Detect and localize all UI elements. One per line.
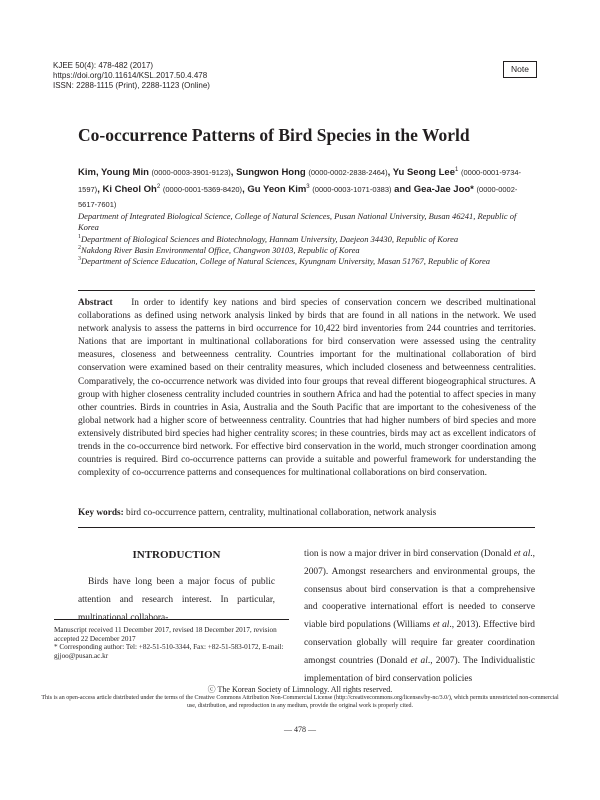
body-text: ., 2013). Effective bird conservation globally will require far greater coordination amongst countries (Donald bbox=[304, 620, 535, 666]
author-orcid[interactable]: (0000-0001-9734-1597) bbox=[78, 168, 522, 195]
affiliation-text: Nakdong River Basin Environmental Office, Changwon 30103, Republic of Korea bbox=[81, 244, 360, 255]
license-notice: This is an open-access article distributed under the terms of the Creative Commons Attribution Non-Commercial License (http://creativecommons.org/licenses/by-nc/3.0/), which permits unrestricted non-commercial use, distribution, and reproduction in any medium, provide the original work is properly cited. bbox=[41, 695, 559, 709]
keywords-text: bird co-occurrence pattern, centrality, multinational collaboration, network analysis bbox=[126, 508, 437, 518]
keywords bbox=[78, 508, 436, 518]
body-column-left: Birds have long been a major focus of public attention and research interest. In particular, multinational collabora- bbox=[78, 577, 275, 623]
issn-line: ISSN: 2288-1115 (Print), 2288-1123 (Online) bbox=[53, 81, 210, 90]
author-name: Yu Seong Lee bbox=[392, 167, 455, 179]
manuscript-dates: Manuscript received 11 December 2017, revised 18 December 2017, revision accepted 22 December 2017 bbox=[54, 626, 277, 643]
author-affiliation-mark: 2 bbox=[156, 184, 161, 191]
author-orcid[interactable]: (0000-0003-1071-0383) bbox=[312, 185, 392, 195]
body-column-right bbox=[304, 546, 535, 688]
author-affiliation-mark: 1 bbox=[455, 167, 459, 173]
affiliation-mark: 1 bbox=[78, 234, 81, 240]
journal-citation: KJEE 50(4): 478-482 (2017) bbox=[53, 61, 154, 70]
affiliation-text: Department of Science Education, College of Natural Sciences, Kyungnam University, Masan 51767, Republic of Korea bbox=[81, 255, 491, 266]
author-affiliation-mark: 3 bbox=[306, 184, 310, 191]
keywords-label: Key words: bbox=[78, 508, 124, 518]
page-number: — 478 — bbox=[284, 725, 316, 734]
author-name: Sungwon Hong bbox=[236, 167, 306, 179]
author-orcid[interactable]: (0000-0001-5369-8420) bbox=[162, 185, 243, 195]
author-name: Ki Cheol Oh bbox=[102, 184, 157, 196]
copyright-notice: ⓒ The Korean Society of Limnology. All rights reserved. bbox=[207, 685, 393, 694]
author-name: Gu Yeon Kim bbox=[247, 184, 307, 196]
author-orcid[interactable]: (0000-0002-2838-2464) bbox=[308, 168, 388, 178]
author-name: Gea-Jae Joo* bbox=[413, 184, 474, 196]
author-name: Kim, Young Min bbox=[78, 167, 149, 179]
author-list bbox=[78, 163, 535, 212]
affiliation bbox=[78, 254, 535, 267]
affiliation-mark: 3 bbox=[78, 256, 81, 262]
article-type-badge: Note bbox=[503, 61, 537, 78]
author-separator: , bbox=[387, 167, 393, 179]
abstract-text: In order to identify key nations and bird species of conservation concern we described multinational collaborations as defined using network analysis linked by birds that are found in all nations in the network. We used network analysis to assess the patterns in bird occurrence for 10,422 bird inventories from 244 countries and territories. Nations that are important in multinational collaborations for bird conservation were assessed using the centrality measures, closeness and betweenness centrality. Countries important for the multinational collaboration of bird conservation were examined based on their centrality measures, which included closeness and betweenness centralities. Comparatively, the co-occurrence network was divided into four groups that reveal different biogeographical structures. A group with higher closeness centrality included countries in southern Africa and had the potential to affect species in many other countries. Birds in countries in Asia, Australia and the South Pacific that are important to the cohesiveness of the global network had a higher score of betweenness centrality. Countries that had higher numbers of bird species and more extensively distributed bird species had higher centrality scores; in these countries, birds may act as excellent indicators of trends in the co-occurrence bird network. For effective bird conservation in the world, much stronger coordination among countries is required. Bird co-occurrence patterns can provide a suitable and powerful framework for understanding the complexity of co-occurrence patterns and consequences for multinational collaborations on bird conservation. bbox=[78, 298, 536, 479]
corresponding-author: * Corresponding author: Tel: +82-51-510-3344, Fax: +82-51-583-0172, E-mail: gjjoo@pusan.ac.kr bbox=[54, 643, 284, 660]
affiliation-mark: 2 bbox=[78, 245, 81, 251]
author-separator: , bbox=[230, 167, 237, 179]
citation-etal: et al bbox=[432, 620, 450, 631]
footnotes bbox=[54, 626, 289, 660]
author-orcid[interactable]: (0000-0003-3901-9123) bbox=[151, 168, 231, 178]
section-divider bbox=[78, 527, 535, 528]
affiliation-text: Department of Integrated Biological Science, College of Natural Sciences, Pusan National University, Busan 46241, Republic of Korea bbox=[78, 210, 517, 232]
affiliation bbox=[78, 209, 535, 233]
author-separator: , bbox=[242, 184, 248, 196]
author-separator: and bbox=[391, 184, 414, 196]
citation-etal: et al bbox=[410, 655, 428, 666]
citation-etal: et al bbox=[513, 549, 531, 559]
author-orcid[interactable]: (0000-0002-5617-7601) bbox=[78, 185, 518, 210]
body-text: ., 2007). Amongst researchers and environmental groups, the consensus about bird conservation is that a comprehensive and cooperative international effort is needed to conserve viable bird populations (Williams bbox=[304, 549, 535, 631]
abstract bbox=[78, 297, 536, 480]
affiliation-text: Department of Biological Sciences and Biotechnology, Hannam University, Daejeon 34430, Republic of Korea bbox=[81, 233, 459, 244]
doi-link[interactable]: https://doi.org/10.11614/KSL.2017.50.4.478 bbox=[53, 71, 208, 80]
author-separator: , bbox=[97, 184, 103, 196]
section-divider bbox=[78, 290, 535, 291]
abstract-label: Abstract bbox=[78, 298, 113, 308]
body-text: ., 2007). The Individualistic implementation of bird conservation policies bbox=[304, 655, 536, 684]
section-heading: INTRODUCTION bbox=[132, 549, 221, 561]
footnote-divider bbox=[54, 619, 289, 620]
article-title: Co-occurrence Patterns of Bird Species in the World bbox=[78, 125, 470, 145]
body-text: tion is now a major driver in bird conservation (Donald bbox=[304, 549, 514, 559]
